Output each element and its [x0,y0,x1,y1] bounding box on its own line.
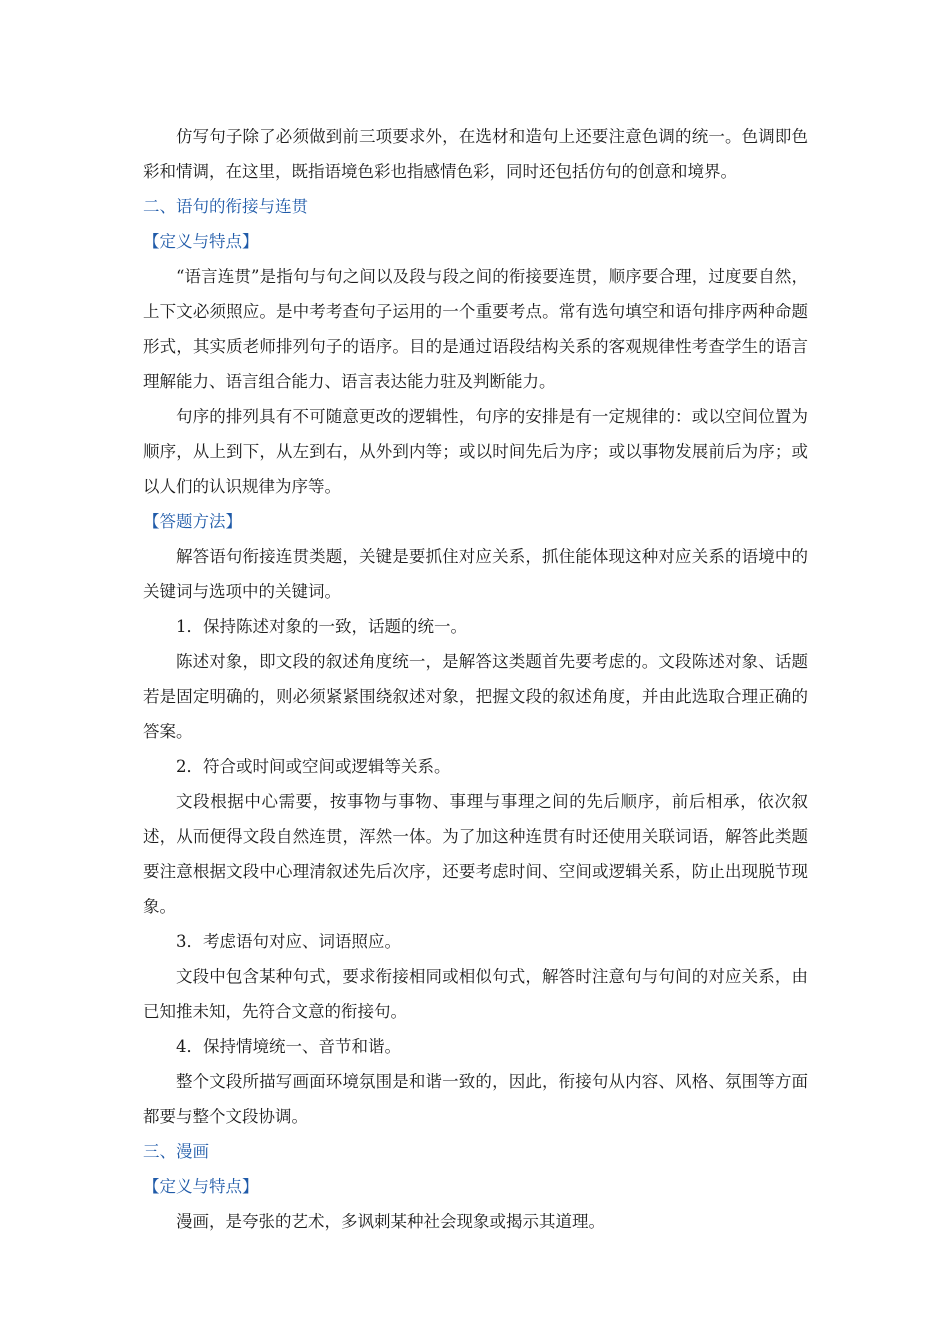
document-body [143,119,808,1239]
section-heading-coherence: 二、语句的衔接与连贯 [143,197,308,216]
list-item-1: 1．保持陈述对象的一致，话题的统一。 [176,617,467,636]
list-item-4: 4．保持情境统一、音节和谐。 [176,1037,401,1056]
list-item-3: 3．考虑语句对应、词语照应。 [176,932,401,951]
subheading-definition: 【定义与特点】 [143,232,259,251]
paragraph-imitation-color: 仿写句子除了必须做到前三项要求外，在选材和造句上还要注意色调的统一。色调即色彩和情调，在这里，既指语境色彩也指感情色彩，同时还包括仿句的创意和境界。 [143,127,808,181]
paragraph-coherence-definition: “语言连贯”是指句与句之间以及段与段之间的衔接要连贯，顺序要合理，过度要自然，上下文必须照应。是中考考查句子运用的一个重要考点。常有选句填空和语句排序两种命题形式，其实质老师排列句子的语序。目的是通过语段结构关系的客观规律性考查学生的语言理解能力、语言组合能力、语言表达能力驻及判断能力。 [143,267,808,391]
subheading-comics-definition: 【定义与特点】 [143,1177,259,1196]
paragraph-comics-definition: 漫画，是夸张的艺术，多讽刺某种社会现象或揭示其道理。 [176,1212,605,1231]
paragraph-item-2: 文段根据中心需要，按事物与事物、事理与事理之间的先后顺序，前后相承，依次叙述，从而便得文段自然连贯，浑然一体。为了加这种连贯有时还使用关联词语，解答此类题要注意根据文段中心理清叙述先后次序，还要考虑时间、空间或逻辑关系，防止出现脱节现象。 [143,792,808,916]
section-heading-comics: 三、漫画 [143,1142,209,1161]
list-item-2: 2．符合或时间或空间或逻辑等关系。 [176,757,451,776]
paragraph-sentence-order: 句序的排列具有不可随意更改的逻辑性，句序的安排是有一定规律的：或以空间位置为顺序，从上到下，从左到右，从外到内等；或以时间先后为序；或以事物发展前后为序；或以人们的认识规律为序等。 [143,407,808,496]
paragraph-item-3: 文段中包含某种句式，要求衔接相同或相似句式，解答时注意句与句间的对应关系，由已知推未知，先符合文意的衔接句。 [143,967,808,1021]
paragraph-method-intro: 解答语句衔接连贯类题，关键是要抓住对应关系，抓住能体现这种对应关系的语境中的关键词与选项中的关键词。 [143,547,808,601]
paragraph-item-1: 陈述对象，即文段的叙述角度统一，是解答这类题首先要考虑的。文段陈述对象、话题若是固定明确的，则必须紧紧围绕叙述对象，把握文段的叙述角度，并由此选取合理正确的答案。 [143,652,808,741]
paragraph-item-4: 整个文段所描写画面环境氛围是和谐一致的，因此，衔接句从内容、风格、氛围等方面都要与整个文段协调。 [143,1072,808,1126]
subheading-method: 【答题方法】 [143,512,242,531]
